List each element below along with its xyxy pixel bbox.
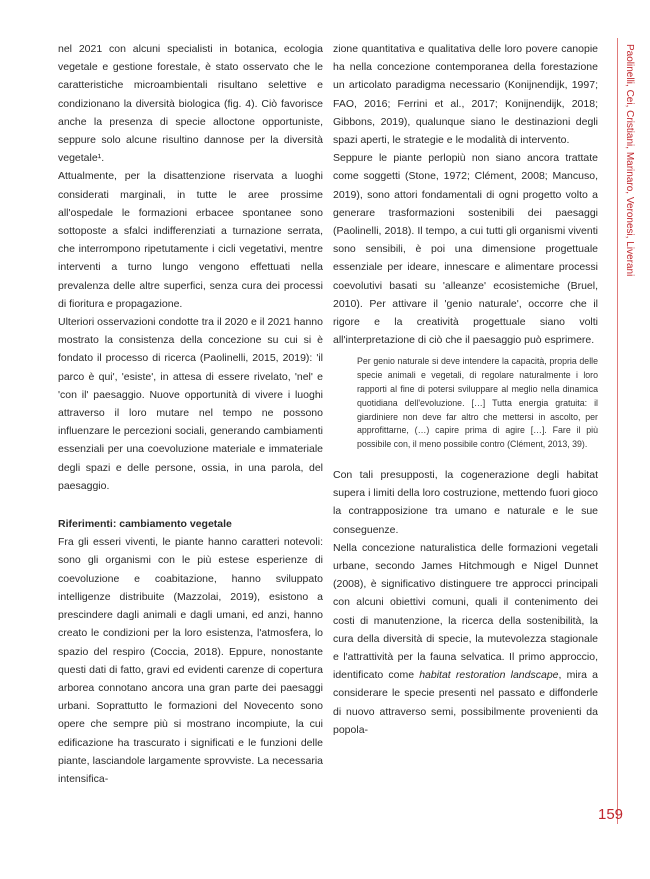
body-paragraph: nel 2021 con alcuni specialisti in botanica, ecologia vegetale e gestione forestale, è stato osservato che le caratteristiche microambientali risultano selettive e condizionano la diversità biologica (fig. 4). Ciò favorisce anche la presenza di specie alloctone opportuniste, seppure solo alcune risultino dannose per la diversità vegetale¹. (58, 43, 323, 165)
section-gap (333, 452, 598, 466)
body-paragraph-last (333, 539, 598, 739)
left-column (58, 40, 323, 788)
body-paragraph: zione quantitativa e qualitativa delle loro povere canopie ha nella concezione contemporanea della forestazione un articolato paradigma necessario (Konijnendijk, 1997; FAO, 2016; Ferrini et al., 2017; Konijnendijk, 2018; Gibbons, 2019), qualunque siano le destinazioni degli spazi aperti, le strategie e le modalità di intervento. (333, 43, 598, 147)
section-heading: Riferimenti: cambiamento vegetale (58, 518, 232, 531)
body-paragraph: Seppure le piante perlopiù non siano ancora trattate come soggetti (Stone, 1972; Clément, 2008; Mancuso, 2019), sono attori fondamentali di ogni progetto volto a generare trasformazioni sostenibili dei paesaggi (Paolinelli, 2018). Il tempo, a cui tutti gli organismi viventi sono sensibili, è poi una dimensione progettuale essenziale per ideare, innescare e alimentare processi coevolutivi basati su 'alleanze' ecosistemiche (Bruel, 2010). Per attivare il 'genio naturale', occorre che il rigore e la creatività progettuale siano volti all'interpretazione di ciò che il paesaggio può esprimere. (333, 152, 598, 347)
sidebar-rule (617, 38, 618, 824)
body-paragraph: Con tali presupposti, la cogenerazione degli habitat supera i limiti della loro costruzione, mettendo fuori gioco la contrapposizione tra umano e naturale e le sue conseguenze. (333, 469, 598, 536)
page-number: 159 (598, 806, 624, 823)
text-run: Nella concezione naturalistica delle formazioni vegetali urbane, secondo James Hitchmough e Nigel Dunnet (2008), è significativo distinguere tre approcci principali con alcuni obiettivi comuni, quali il contenimento dei costi di manutenzione, la ricerca della sostenibilità, la cura della diversità di specie, la mutevolezza stagionale e l'attrattività per la fauna selvatica. Il primo approccio, identificato come (333, 541, 598, 682)
section-gap (58, 495, 323, 515)
italic-term: habitat restoration landscape (419, 669, 559, 682)
body-paragraph: Fra gli esseri viventi, le piante hanno caratteri notevoli: sono gli organismi con le più estese esperienze di coevoluzione e coabitazione, hanno sviluppato intelligenze distribuite (Mazzolai, 2019), esistono a prescindere dagli animali e dagli umani, ed anzi, hanno creato le condizioni per la loro esistenza, l'atmosfera, lo spazio del respiro (Coccia, 2018). Eppure, nonostante questi dati di fatto, gravi ed evidenti carenze di copertura arborea connotano ancora una gran parte dei paesaggi urbani. Soprattutto le formazioni del Novecento sono opere che sempre più si mostrano incompiute, la cui edificazione ha trascurato i significati e le funzioni delle piante, lasciandole largamente sprovviste. La necessaria intensifica- (58, 536, 323, 785)
block-quote: Per genio naturale si deve intendere la capacità, propria delle specie animali e vegetali, di regolare naturalmente i loro rapporti al fine di potersi sviluppare al meglio nella dinamica quotidiana dell'evoluzione. […] Tutta energia gratuita: il giardiniere non deve far altro che mettersi in ascolto, per approfittarne, (…) capire prima di agire […]. Fare il più possibile con, il meno possibile contro (Clément, 2013, 39). (357, 356, 598, 450)
body-paragraph: Ulteriori osservazioni condotte tra il 2020 e il 2021 hanno mostrato la consistenza della concezione su cui si è fondato il processo di ricerca (Paolinelli, 2015, 2019): 'il parco è qui', 'esiste', in attesa di essere rivelato, 'nel' e 'con il' paesaggio. Nuove opportunità di vivere i luoghi attraverso il loro mutare nel tempo ne possono influenzare le percezioni sociali, generando cambiamenti essenziali per una coevoluzione materiale e immateriale degli spazi e delle persone, ossia, in una parola, del paesaggio. (58, 316, 323, 492)
right-column (333, 40, 598, 739)
text-run: , mira a considerare le specie presenti nel passato e diffonderle di nuovo attraverso semi, possibilmente provenienti da popola- (333, 669, 598, 736)
body-paragraph: Attualmente, per la disattenzione riservata a luoghi considerati marginali, in tutte le aree prossime all'ospedale le formazioni erbacee spontanee sono sottoposte a sfalci indifferenziati a turnazione serrata, che interrompono ripetutamente i cicli vegetativi, mentre interventi a turno lungo vengono effettuati nella prevalenza delle altre superfici, senza cura dei processi di fioritura e propagazione. (58, 170, 323, 310)
running-head: Paolinelli, Cei, Cristiani, Marinaro, Veronesi, Liverani (624, 44, 635, 277)
